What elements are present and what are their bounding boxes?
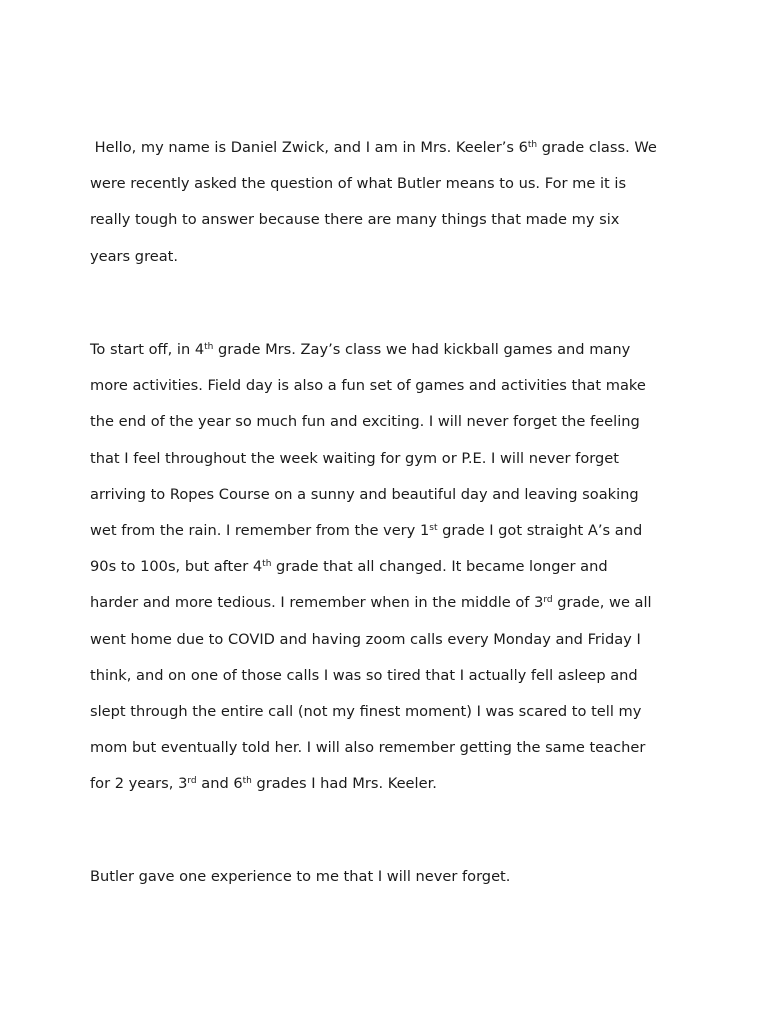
text-run: slept through the entire call (not my finest moment) I was scared to tell my (90, 703, 642, 720)
text-run: mom but eventually told her. I will also remember getting the same teacher (90, 739, 646, 756)
text-run: the end of the year so much fun and exciting. I will never forget the feeling (90, 413, 640, 430)
ordinal-superscript: rd (543, 595, 553, 605)
text-run: years great. (90, 248, 179, 265)
ordinal-superscript: rd (187, 776, 197, 786)
ordinal-superscript: th (527, 140, 538, 150)
text-run: think, and on one of those calls I was so tired that I actually fell asleep and (90, 667, 638, 684)
ordinal-superscript: th (204, 342, 214, 352)
paragraph-line (90, 867, 510, 887)
text-run: To start off, in 4 (90, 341, 205, 358)
text-run: and 6 (196, 775, 243, 792)
text-run: wet from the rain. I remember from the very 1 (90, 522, 430, 539)
text-run: grade, we all (552, 594, 652, 611)
paragraph-line (90, 174, 626, 194)
text-run: grades I had Mrs. Keeler. (251, 775, 437, 792)
paragraph-line (90, 138, 657, 158)
text-run: Butler gave one experience to me that I will never forget. (90, 868, 511, 885)
text-run: grade class. We (537, 139, 657, 156)
paragraph-line (90, 210, 619, 230)
text-run: that I feel throughout the week waiting for gym or P.E. I will never forget (90, 450, 619, 467)
paragraph-line (90, 738, 645, 758)
text-run: harder and more tedious. I remember when in the middle of 3 (90, 594, 544, 611)
text-run: more activities. Field day is also a fun set of games and activities that make (90, 377, 646, 394)
paragraph-line (90, 521, 642, 541)
text-run: for 2 years, 3 (90, 775, 188, 792)
text-run: went home due to COVID and having zoom calls every Monday and Friday I (90, 631, 641, 648)
paragraph-line (90, 593, 652, 613)
text-run: were recently asked the question of what Butler means to us. For me it is (90, 175, 627, 192)
paragraph-line (90, 630, 641, 650)
ordinal-superscript: th (242, 776, 252, 786)
text-run: grade I got straight A’s and (437, 522, 643, 539)
text-run: grade Mrs. Zay’s class we had kickball games and many (213, 341, 631, 358)
ordinal-superscript: st (429, 523, 438, 533)
text-run: arriving to Ropes Course on a sunny and beautiful day and leaving soaking (90, 486, 639, 503)
paragraph-line (90, 340, 630, 360)
paragraph-line (90, 376, 646, 396)
paragraph-line (90, 702, 641, 722)
paragraph-line (90, 485, 639, 505)
text-run: 90s to 100s, but after 4 (90, 558, 263, 575)
text-run: grade that all changed. It became longer and (271, 558, 608, 575)
paragraph-line (90, 412, 640, 432)
paragraph-line (90, 666, 638, 686)
text-run: Hello, my name is Daniel Zwick, and I am in Mrs. Keeler’s 6 (90, 139, 528, 156)
paragraph-line (90, 557, 608, 577)
paragraph-line (90, 449, 619, 469)
text-run: really tough to answer because there are many things that made my six (90, 211, 620, 228)
paragraph-line (90, 247, 178, 267)
ordinal-superscript: th (262, 559, 272, 569)
paragraph-line (90, 774, 437, 794)
